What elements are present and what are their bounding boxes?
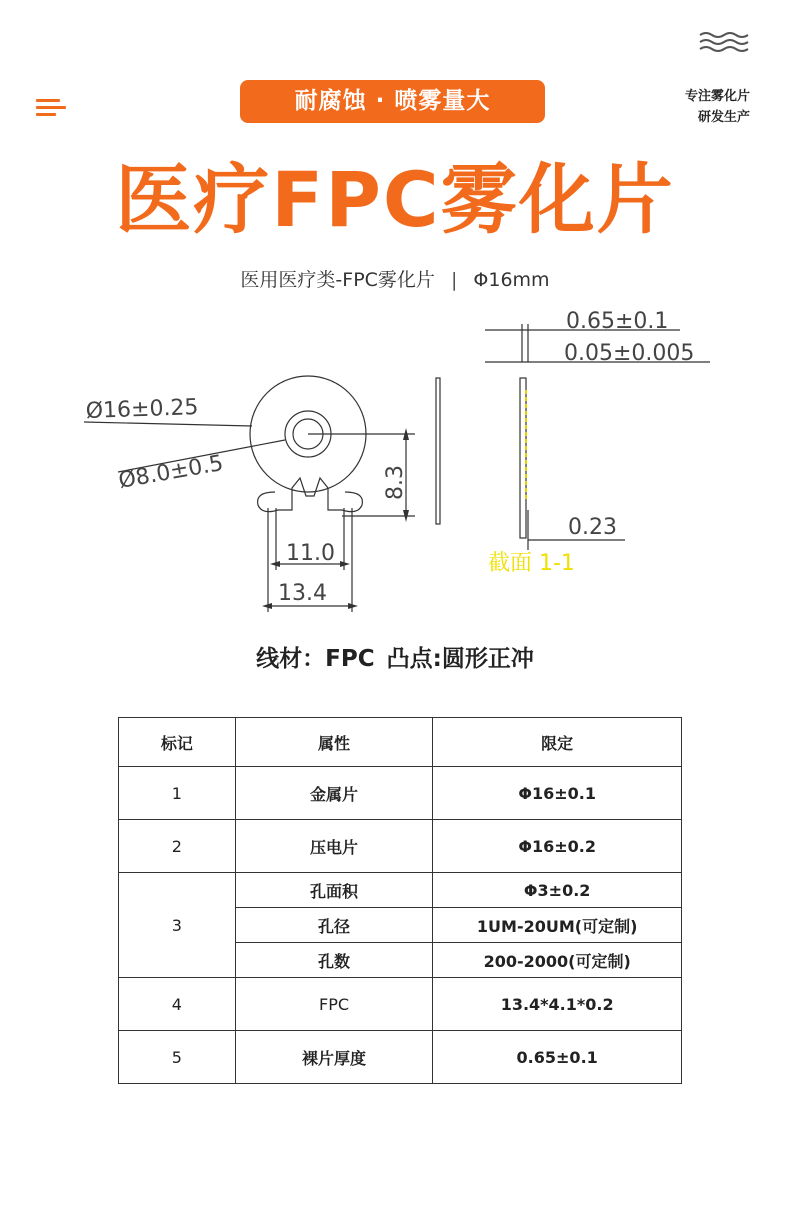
wave-icon [698, 30, 750, 54]
cell-mark: 3 [119, 873, 236, 978]
side-view-plate [436, 378, 440, 524]
subtitle-size: Φ16mm [473, 269, 550, 291]
spec-caption [0, 641, 790, 677]
subtitle-separator: | [450, 269, 458, 291]
dim-total-thickness: 0.65±0.1 [566, 309, 669, 334]
cell-limit: 13.4*4.1*0.2 [433, 978, 682, 1031]
cell-attr: 金属片 [235, 767, 433, 820]
cell-attr: 压电片 [235, 820, 433, 873]
table-row [119, 820, 682, 873]
fpc-tab [258, 478, 363, 512]
table-row [119, 978, 682, 1031]
cell-mark: 1 [119, 767, 236, 820]
cell-limit: Φ16±0.1 [433, 767, 682, 820]
cell-limit: Φ3±0.2 [433, 873, 682, 908]
col-header-mark: 标记 [119, 718, 236, 767]
cell-limit: 200-2000(可定制) [433, 943, 682, 978]
side-note-line2: 研发生产 [697, 110, 750, 125]
side-note-line1: 专注雾化片 [684, 89, 750, 104]
subtitle [0, 266, 790, 294]
dim-inner-width: 11.0 [286, 541, 335, 566]
section-label: 截面 1-1 [488, 551, 575, 576]
page-title: 医疗FPC雾化片 [115, 155, 675, 244]
dim-plate-thickness: 0.05±0.005 [564, 341, 695, 366]
cell-attr: FPC [235, 978, 433, 1031]
bump-text: 凸点:圆形正冲 [386, 646, 534, 672]
cell-limit: 0.65±0.1 [433, 1031, 682, 1084]
section-plate [520, 378, 526, 538]
dim-inner-diameter: Ø8.0±0.5 [116, 450, 226, 494]
col-header-limit: 限定 [433, 718, 682, 767]
menu-icon[interactable] [36, 99, 66, 119]
cell-limit: Φ16±0.2 [433, 820, 682, 873]
cell-limit: 1UM-20UM(可定制) [433, 908, 682, 943]
subtitle-product: 医用医疗类-FPC雾化片 [240, 269, 435, 291]
cell-attr: 孔径 [235, 908, 433, 943]
material-text: 线材：FPC [256, 646, 375, 672]
cell-mark: 2 [119, 820, 236, 873]
table-header-row [119, 718, 682, 767]
col-header-attr: 属性 [235, 718, 433, 767]
table-row [119, 873, 682, 908]
table-row [119, 1031, 682, 1084]
dim-outer-width: 13.4 [278, 581, 327, 606]
cell-attr: 裸片厚度 [235, 1031, 433, 1084]
spec-table [118, 717, 682, 1084]
cell-mark: 4 [119, 978, 236, 1031]
cell-attr: 孔数 [235, 943, 433, 978]
side-note [685, 86, 750, 128]
dim-outer-diameter: Ø16±0.25 [85, 395, 199, 424]
feature-tag: 耐腐蚀 · 喷雾量大 [240, 80, 545, 123]
dim-layer-thickness: 0.23 [568, 515, 617, 540]
cell-mark: 5 [119, 1031, 236, 1084]
cell-attr: 孔面积 [235, 873, 433, 908]
dim-height: 8.3 [383, 465, 408, 500]
technical-drawing [80, 300, 730, 620]
table-row [119, 767, 682, 820]
